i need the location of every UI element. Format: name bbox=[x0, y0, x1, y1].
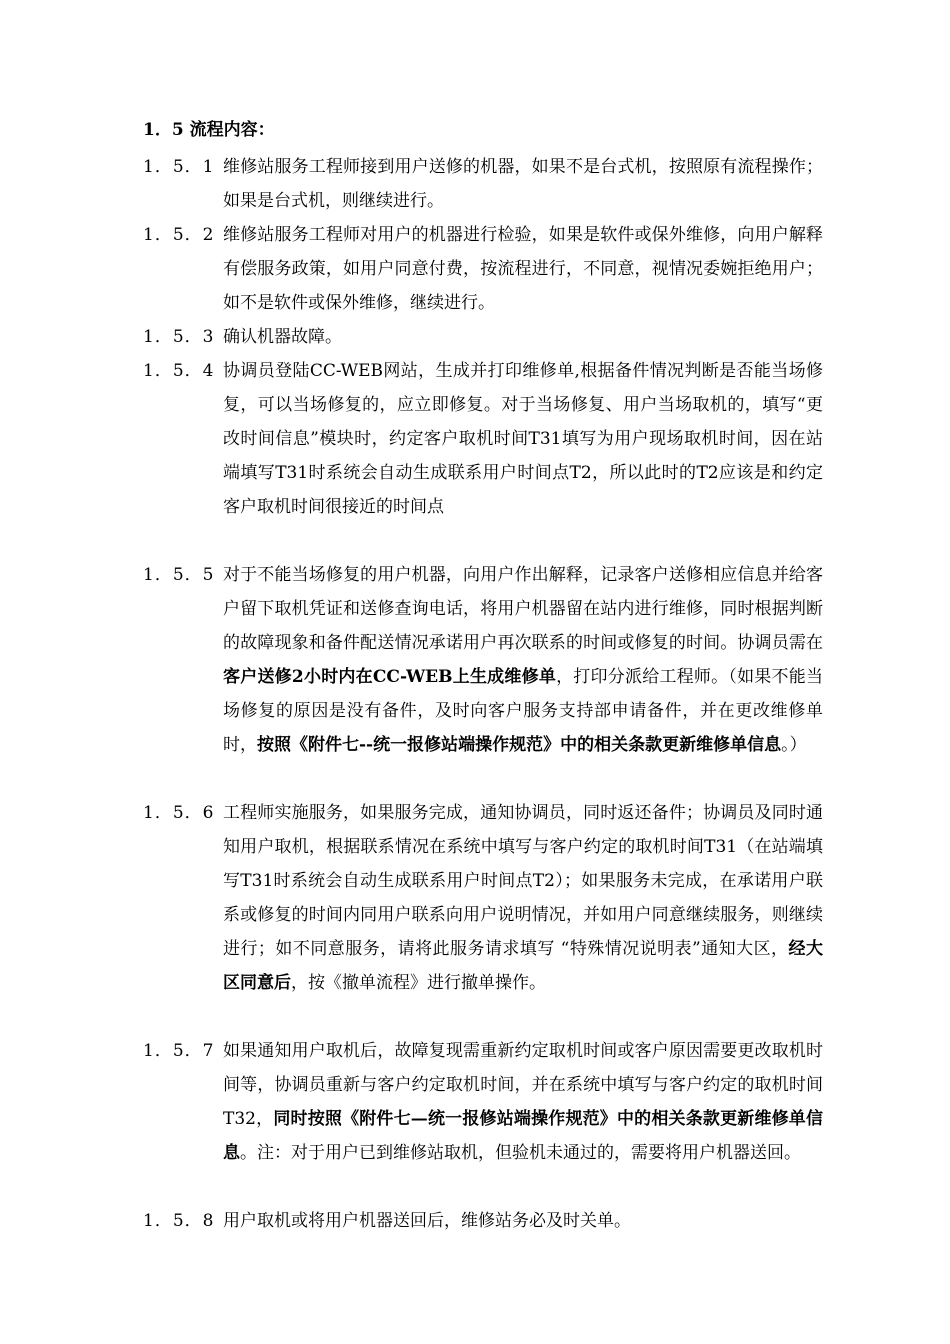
item-text: 用户取机或将用户机器送回后，维修站务必及时关单。 bbox=[223, 1211, 631, 1231]
list-item bbox=[143, 796, 823, 1000]
item-number: 1．5．7 bbox=[143, 1041, 215, 1061]
list-item bbox=[143, 354, 823, 524]
item-number: 1．5．3 bbox=[143, 327, 215, 347]
item-text: 确认机器故障。 bbox=[223, 327, 342, 347]
list-item bbox=[143, 1034, 823, 1170]
list-item bbox=[143, 150, 823, 218]
item-text: 协调员登陆CC-WEB网站，生成并打印维修单,根据备件情况判断是否能当场修复，可以当场修复的，应立即修复。对于当场修复、用户当场取机的，填写“更改时间信息”模块时，约定客户取机时间T31填写为用户现场取机时间，因在站端填写T31时系统会自动生成联系用户时间点T2，所以此时的T2应该是和约定客户取机时间很接近的时间点 bbox=[223, 361, 823, 517]
item-text: 如果通知用户取机后，故障复现需重新约定取机时间或客户原因需要更改取机时间等，协调员重新与客户约定取机时间，并在系统中填写与客户约定的取机时间T32，同时按照《附件七—统一报修站端操作规范》中的相关条款更新维修单信息。注：对于用户已到维修站取机，但验机未通过的，需要将用户机器送回。 bbox=[223, 1041, 823, 1163]
bold-text: 客户送修2小时内在CC-WEB上生成维修单 bbox=[223, 667, 557, 687]
item-text: 工程师实施服务，如果服务完成，通知协调员，同时返还备件；协调员及同时通知用户取机，根据联系情况在系统中填写与客户约定的取机时间T31（在站端填写T31时系统会自动生成联系用户时间点T2）；如果服务未完成，在承诺用户联系或修复的时间内同用户联系向用户说明情况，并如用户同意继续服务，则继续进行；如不同意服务，请将此服务请求填写 “特殊情况说明表”通知大区，经大区同意后，按《撤单流程》进行撤单操作。 bbox=[223, 803, 823, 993]
item-number: 1．5．2 bbox=[143, 225, 215, 245]
bold-text: 经大区同意后 bbox=[223, 939, 823, 993]
bold-text: 同时按照《附件七—统一报修站端操作规范》中的相关条款更新维修单信息 bbox=[223, 1109, 823, 1163]
item-number: 1．5．5 bbox=[143, 565, 215, 585]
item-number: 1．5．8 bbox=[143, 1211, 215, 1231]
item-number: 1．5．6 bbox=[143, 803, 215, 823]
bold-text: 按照《附件七--统一报修站端操作规范》中的相关条款更新维修单信息 bbox=[257, 735, 782, 755]
item-text: 维修站服务工程师对用户的机器进行检验，如果是软件或保外维修，向用户解释有偿服务政策，如用户同意付费，按流程进行，不同意，视情况委婉拒绝用户；如不是软件或保外维修，继续进行。 bbox=[223, 225, 823, 313]
item-text: 对于不能当场修复的用户机器，向用户作出解释，记录客户送修相应信息并给客户留下取机凭证和送修查询电话，将用户机器留在站内进行维修，同时根据判断的故障现象和备件配送情况承诺用户再次联系的时间或修复的时间。协调员需在客户送修2小时内在CC-WEB上生成维修单，打印分派给工程师。（如果不能当场修复的原因是没有备件，及时向客户服务支持部申请备件，并在更改维修单时，按照《附件七--统一报修站端操作规范》中的相关条款更新维修单信息。） bbox=[223, 565, 823, 755]
item-number: 1．5．4 bbox=[143, 361, 215, 381]
item-text: 维修站服务工程师接到用户送修的机器，如果不是台式机，按照原有流程操作；如果是台式机，则继续进行。 bbox=[223, 157, 823, 211]
list-item bbox=[143, 1204, 823, 1238]
section-heading: 1．5 流程内容： bbox=[143, 120, 275, 140]
list-item bbox=[143, 558, 823, 762]
list-item bbox=[143, 218, 823, 320]
list-item bbox=[143, 320, 823, 354]
item-number: 1．5．1 bbox=[143, 157, 215, 177]
